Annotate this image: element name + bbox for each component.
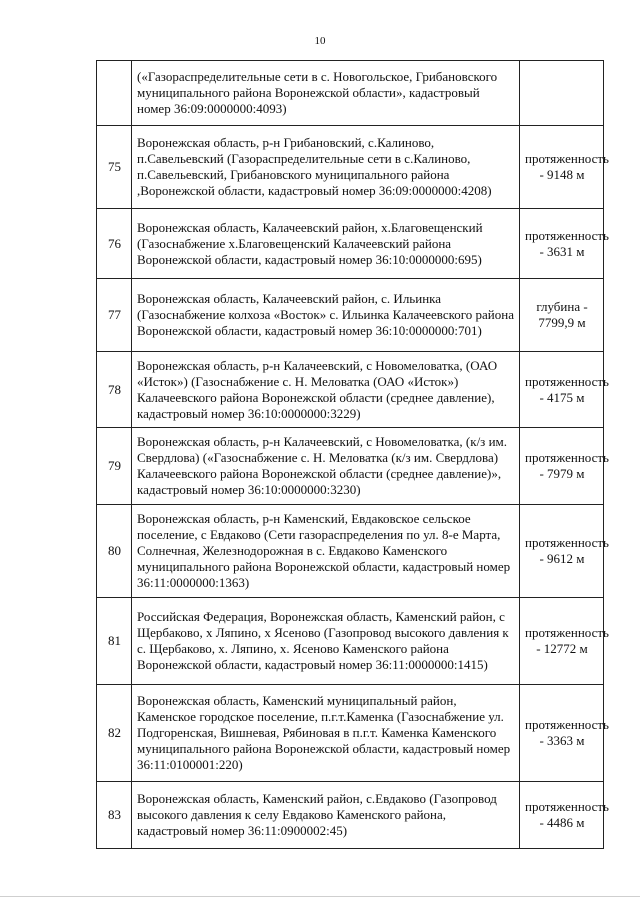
table-row bbox=[97, 279, 604, 352]
table-row bbox=[97, 505, 604, 598]
row-measure: протяженность - 7979 м bbox=[520, 428, 604, 505]
table-row bbox=[97, 126, 604, 209]
row-measure: протяженность - 4486 м bbox=[520, 782, 604, 849]
row-measure: протяженность - 12772 м bbox=[520, 598, 604, 685]
row-measure bbox=[520, 61, 604, 126]
row-measure: протяженность - 3631 м bbox=[520, 209, 604, 279]
row-number: 78 bbox=[97, 352, 132, 428]
table-row bbox=[97, 782, 604, 849]
table-row bbox=[97, 598, 604, 685]
row-number: 75 bbox=[97, 126, 132, 209]
table-row bbox=[97, 685, 604, 782]
row-description: Воронежская область, р-н Грибановский, с.Калиново, п.Савельевский (Газораспределительные сети в с.Калиново, п.Савельевский, Грибановского муниципального района ,Воронежской области, кадастровый номер 36:09:0000000:4208) bbox=[132, 126, 520, 209]
row-description: Воронежская область, Каменский муниципальный район, Каменское городское поселение, п.г.т.Каменка (Газоснабжение ул. Подгоренская, Вишневая, Рябиновая в п.г.т. Каменка Каменского муниципального района Воронежской области, кадастровый номер 36:11:0100001:220) bbox=[132, 685, 520, 782]
row-number: 80 bbox=[97, 505, 132, 598]
table-row bbox=[97, 428, 604, 505]
row-description: Воронежская область, Калачеевский район, х.Благовещенский (Газоснабжение х.Благовещенский Калачеевский района Воронежской области, кадастровый номер 36:10:0000000:695) bbox=[132, 209, 520, 279]
row-description: Воронежская область, р-н Каменский, Евдаковское сельское поселение, с Евдаково (Сети газораспределения по ул. 8-е Марта, Солнечная, Железнодорожная в с. Евдаково Каменского муниципального района Воронежской области, кадастровый номер 36:11:0000000:1363) bbox=[132, 505, 520, 598]
row-measure: протяженность - 9612 м bbox=[520, 505, 604, 598]
row-description: Воронежская область, Каменский район, с.Евдаково (Газопровод высокого давления к селу Евдаково Каменского района, кадастровый номер 36:11:0900002:45) bbox=[132, 782, 520, 849]
row-measure: протяженность - 9148 м bbox=[520, 126, 604, 209]
row-description: Российская Федерация, Воронежская область, Каменский район, с Щербаково, х Ляпино, х Ясеново (Газопровод высокого давления к с. Щербаково, х. Ляпино, х. Ясеново Каменского района Воронежской области, кадастровый номер 36:11:0000000:1415) bbox=[132, 598, 520, 685]
row-description: Воронежская область, р-н Калачеевский, с Новомеловатка, (к/з им. Свердлова) («Газоснабжение с. Н. Меловатка (к/з им. Свердлова) Калачеевского района Воронежской области (среднее давление)», кадастровый номер 36:10:0000000:3230) bbox=[132, 428, 520, 505]
row-measure: протяженность - 4175 м bbox=[520, 352, 604, 428]
page-number: 10 bbox=[314, 35, 326, 47]
row-number: 81 bbox=[97, 598, 132, 685]
row-measure: протяженность - 3363 м bbox=[520, 685, 604, 782]
bottom-divider bbox=[0, 896, 640, 897]
row-number: 79 bbox=[97, 428, 132, 505]
table-row bbox=[97, 352, 604, 428]
row-number: 82 bbox=[97, 685, 132, 782]
row-measure: глубина - 7799,9 м bbox=[520, 279, 604, 352]
row-number: 83 bbox=[97, 782, 132, 849]
row-number: 77 bbox=[97, 279, 132, 352]
table-row bbox=[97, 61, 604, 126]
row-number bbox=[97, 61, 132, 126]
row-description: Воронежская область, Калачеевский район, с. Ильинка (Газоснабжение колхоза «Восток» с. Ильинка Калачеевского района Воронежской области, кадастровый номер 36:10:0000000:701) bbox=[132, 279, 520, 352]
row-description: Воронежская область, р-н Калачеевский, с Новомеловатка, (ОАО «Исток») (Газоснабжение с. Н. Меловатка (ОАО «Исток») Калачеевского района Воронежской области (среднее давление), кадастровый номер 36:10:0000000:3229) bbox=[132, 352, 520, 428]
table-row bbox=[97, 209, 604, 279]
row-number: 76 bbox=[97, 209, 132, 279]
row-description: («Газораспределительные сети в с. Новогольское, Грибановского муниципального района Воронежской области», кадастровый номер 36:09:0000000:4093) bbox=[132, 61, 520, 126]
property-registry-table bbox=[96, 60, 609, 849]
